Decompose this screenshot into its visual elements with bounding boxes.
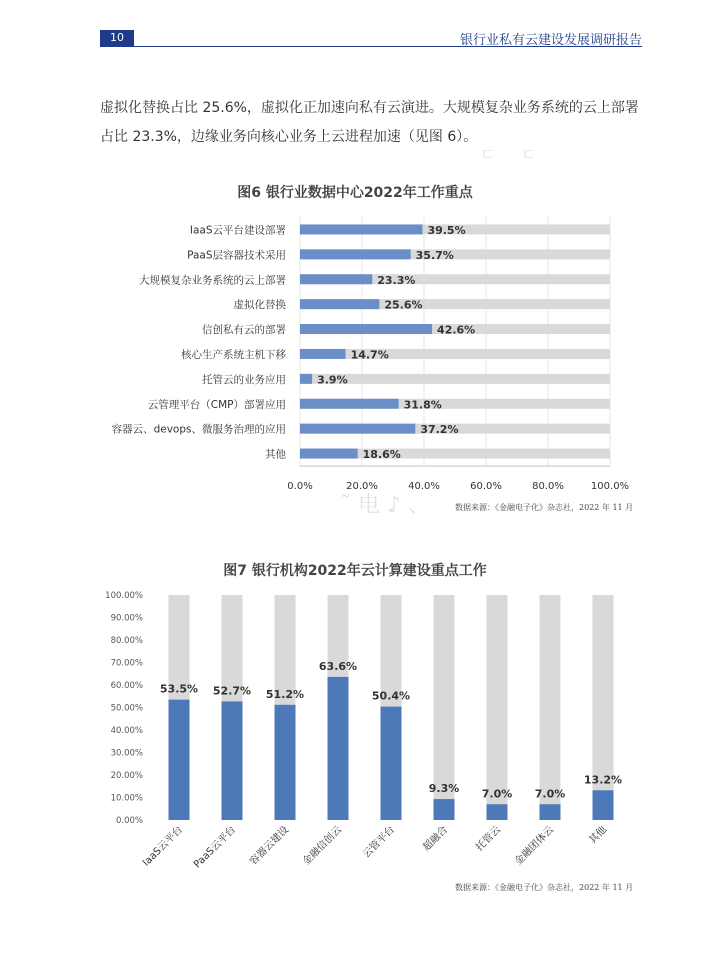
fig7-category-label: 托管云: [474, 824, 504, 854]
fig7-category-label: 其他: [587, 824, 610, 847]
fig7-category-label: PaaS云平台: [192, 824, 239, 871]
fig6-x-tick-label: 0.0%: [287, 481, 313, 492]
fig7-bar: [540, 804, 561, 820]
fig7-bar-track: [487, 595, 508, 820]
fig7-bar: [434, 799, 455, 820]
fig6-value-label: 14.7%: [350, 348, 389, 362]
fig7-y-tick-label: 70.00%: [110, 658, 143, 669]
fig6-value-label: 39.5%: [427, 223, 466, 237]
fig7-value-label: 51.2%: [265, 687, 305, 701]
body-paragraph: 虚拟化替换占比 25.6%，虚拟化正加速向私有云演进。大规模复杂业务系统的云上部署占比 23.3%，边缘业务向核心业务上云进程加速（见图 6）。: [100, 100, 639, 145]
fig7-value-label: 63.6%: [318, 659, 358, 673]
fig6-value-label: 42.6%: [437, 323, 476, 337]
fig7-value-label: 13.2%: [583, 773, 623, 787]
fig7-value-label: 7.0%: [534, 787, 566, 801]
fig6-bar: [300, 449, 358, 459]
fig6-bar: [300, 274, 372, 284]
fig7-category-label: 金融信创云: [300, 824, 345, 868]
fig7-y-tick-label: 10.00%: [110, 793, 143, 804]
fig6-bar: [300, 349, 346, 359]
fig6-bar: [300, 374, 312, 384]
fig7-category-label: 金融团体云: [512, 824, 557, 868]
fig7-category-label: IaaS云平台: [140, 824, 186, 869]
fig7-y-tick-label: 30.00%: [110, 748, 143, 759]
fig6-category-label: PaaS层容器技术采用: [187, 249, 286, 262]
watermark-mark: ˜ 电 ♪ 、: [340, 493, 431, 518]
fig6-bar-track: [300, 348, 610, 362]
fig7-y-tick-label: 50.00%: [110, 703, 143, 714]
fig6-category-label: 容器云、devops、微服务治理的应用: [111, 423, 286, 436]
fig6-value-label: 23.3%: [377, 273, 416, 287]
figure6-source: 数据来源：《金融电子化》杂志社，2022 年 11 月: [455, 503, 634, 512]
fig6-category-label: 托管云的业务应用: [202, 373, 286, 386]
fig7-bar: [381, 707, 402, 820]
fig7-category-label: 超融合: [421, 824, 451, 854]
fig6-category-label: 其他: [265, 448, 286, 461]
fig6-value-label: 31.8%: [403, 398, 442, 412]
fig6-bar: [300, 224, 422, 234]
fig6-bar: [300, 249, 411, 259]
fig6-value-label: 3.9%: [317, 373, 348, 387]
fig7-bar: [328, 677, 349, 820]
fig7-bar-track: [540, 595, 561, 820]
fig7-value-label: 50.4%: [371, 689, 411, 703]
fig6-value-label: 25.6%: [384, 298, 423, 312]
figure6-title: 图6 银行业数据中心2022年工作重点: [237, 185, 473, 201]
fig7-bar: [593, 790, 614, 820]
fig7-y-tick-label: 80.00%: [110, 636, 143, 646]
fig6-category-label: 虚拟化替换: [233, 299, 286, 312]
fig7-y-tick-label: 40.00%: [110, 726, 143, 736]
fig6-x-tick-label: 100.0%: [590, 481, 630, 492]
fig7-y-tick-label: 20.00%: [110, 771, 143, 781]
fig7-bar: [487, 804, 508, 820]
fig7-y-tick-label: 90.00%: [110, 613, 143, 624]
fig6-bar: [300, 299, 379, 309]
fig7-y-tick-label: 60.00%: [110, 681, 143, 691]
fig7-value-label: 9.3%: [428, 782, 460, 796]
fig6-bar: [300, 424, 415, 434]
figure7-source: 数据来源：《金融电子化》杂志社，2022 年 11 月: [455, 883, 634, 892]
fig6-x-tick-label: 60.0%: [470, 481, 502, 492]
report-title: 银行业私有云建设发展调研报告: [459, 33, 642, 48]
fig6-bar: [300, 399, 399, 409]
fig7-y-tick-label: 0.00%: [115, 816, 143, 826]
fig7-value-label: 7.0%: [481, 787, 513, 801]
fig7-bar: [275, 705, 296, 820]
page-number: 10: [100, 30, 134, 46]
fig7-category-label: 云管平台: [361, 824, 398, 861]
fig6-x-tick-label: 40.0%: [408, 481, 440, 492]
fig7-value-label: 53.5%: [159, 682, 199, 696]
fig6-value-label: 18.6%: [362, 448, 401, 462]
fig6-category-label: 核心生产系统主机下移: [181, 348, 286, 361]
fig6-category-label: 云管理平台（CMP）部署应用: [147, 398, 286, 411]
fig7-category-label: 容器云建设: [247, 824, 292, 868]
figure7-title: 图7 银行机构2022年云计算建设重点工作: [223, 563, 487, 579]
fig7-bar: [169, 700, 190, 820]
fig6-x-tick-label: 20.0%: [346, 481, 378, 492]
fig6-category-label: 大规模复杂业务系统的云上部署: [139, 274, 286, 287]
fig6-value-label: 35.7%: [415, 248, 454, 262]
fig6-value-label: 37.2%: [420, 423, 459, 437]
fig6-category-label: 信创私有云的部署: [202, 324, 286, 337]
watermark-mark: ㄷ ㄷ: [480, 145, 537, 164]
fig6-category-label: IaaS云平台建设部署: [189, 224, 286, 237]
fig7-y-tick-label: 100.00%: [105, 591, 143, 601]
fig6-bar: [300, 324, 432, 334]
fig7-value-label: 52.7%: [212, 684, 252, 698]
fig7-bar: [222, 701, 243, 820]
fig6-x-tick-label: 80.0%: [532, 481, 564, 492]
